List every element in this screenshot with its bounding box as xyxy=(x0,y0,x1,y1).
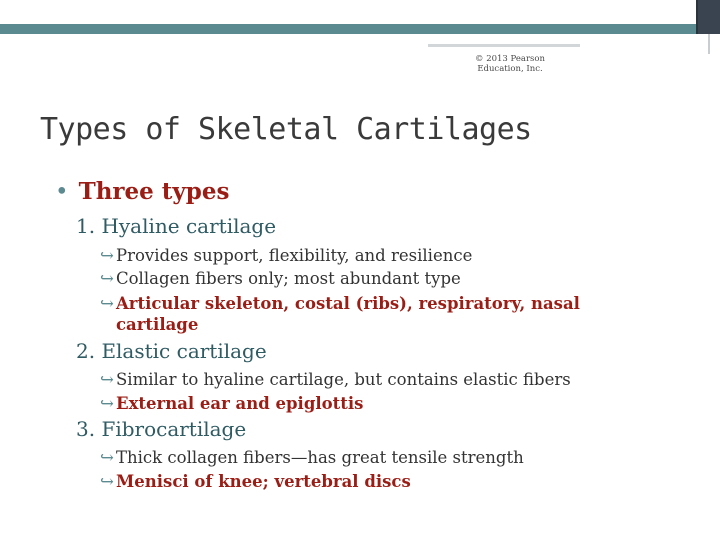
section-heading-elastic: 2. Elastic cartilage xyxy=(76,339,267,363)
section-heading-fibrocartilage: 3. Fibrocartilage xyxy=(76,417,247,441)
list-item-text: Similar to hyaline cartilage, but contains elastic fibers xyxy=(116,370,571,389)
curved-arrow-icon: ↪ xyxy=(100,269,114,288)
slide-title: Types of Skeletal Cartilages xyxy=(40,112,532,147)
bullet-three-types xyxy=(55,178,229,205)
list-item-text: Provides support, flexibility, and resilience xyxy=(116,246,473,265)
header-rule xyxy=(428,44,580,47)
list-item-text: Collagen fibers only; most abundant type xyxy=(116,269,461,288)
list-item-text: Thick collagen fibers—has great tensile strength xyxy=(116,448,524,467)
list-item xyxy=(100,245,706,266)
bullet-text: Three types xyxy=(78,178,230,205)
top-corner-edge xyxy=(696,0,698,34)
list-item xyxy=(100,268,706,289)
corner-rule xyxy=(708,34,710,54)
curved-arrow-icon: ↪ xyxy=(100,370,114,389)
list-item xyxy=(100,447,706,468)
curved-arrow-icon: ↪ xyxy=(100,294,114,313)
list-item-text: Menisci of knee; vertebral discs xyxy=(116,472,411,491)
list-item-text: Articular skeleton, costal (ribs), respiratory, nasal cartilage xyxy=(116,294,580,334)
curved-arrow-icon: ↪ xyxy=(100,472,114,491)
top-corner-block xyxy=(696,0,720,34)
top-accent-bar xyxy=(0,24,696,34)
bullet-icon: • xyxy=(55,179,69,205)
list-item-text: External ear and epiglottis xyxy=(116,394,364,413)
list-item xyxy=(100,471,706,492)
list-item xyxy=(100,293,646,335)
section-heading-hyaline: 1. Hyaline cartilage xyxy=(76,214,277,238)
list-item xyxy=(100,393,706,414)
curved-arrow-icon: ↪ xyxy=(100,448,114,467)
curved-arrow-icon: ↪ xyxy=(100,246,114,265)
list-item xyxy=(100,369,706,390)
copyright-notice: © 2013 Pearson Education, Inc. xyxy=(475,54,545,74)
curved-arrow-icon: ↪ xyxy=(100,394,114,413)
